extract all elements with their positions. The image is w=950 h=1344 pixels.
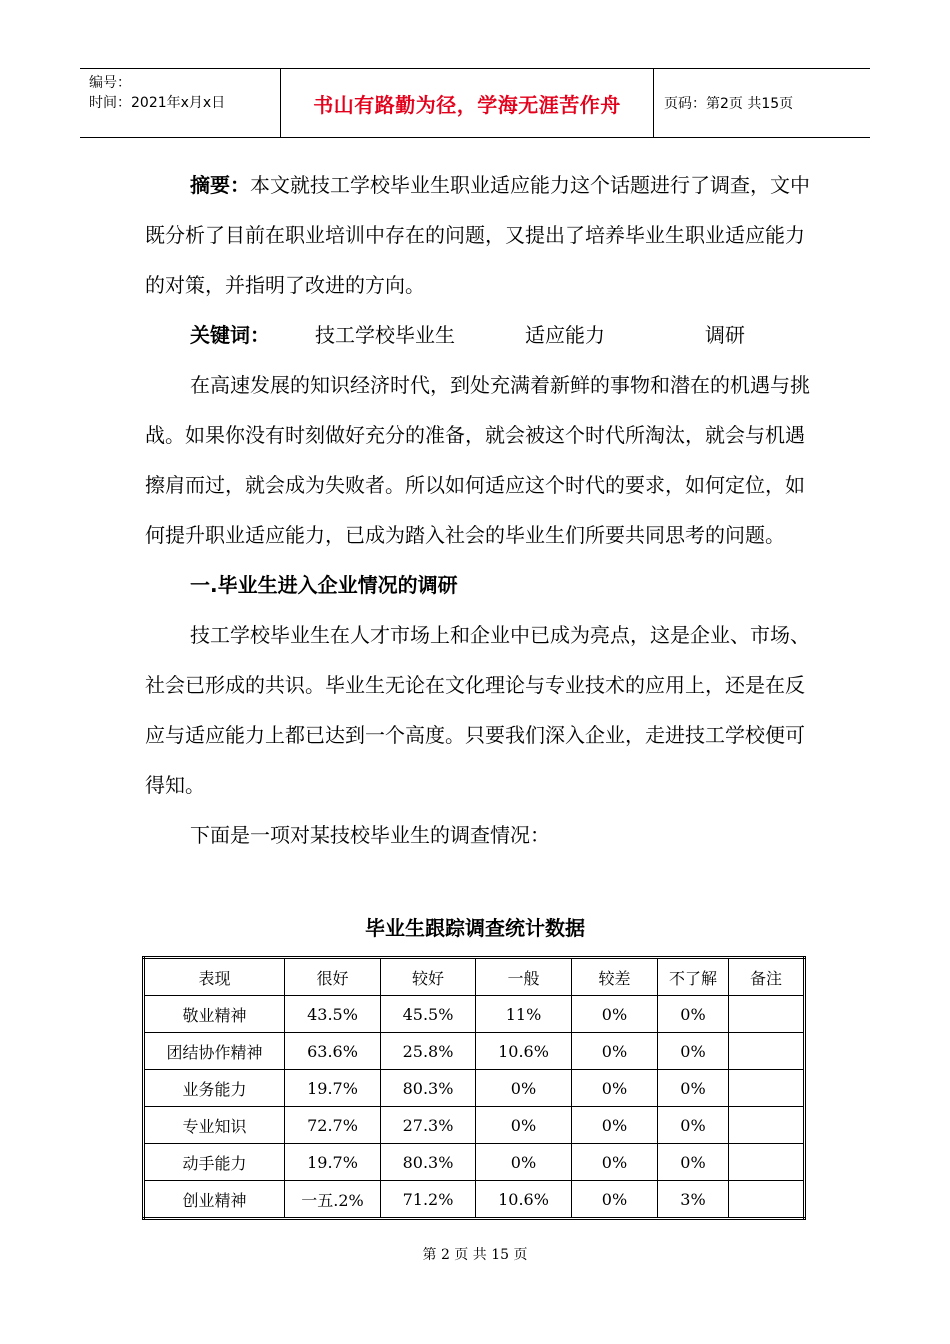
table-row	[144, 1107, 805, 1144]
table-cell: 19.7%	[285, 1144, 381, 1181]
row-label-cell: 动手能力	[144, 1144, 285, 1181]
table-cell: 11%	[476, 996, 572, 1033]
table-cell	[729, 1033, 805, 1070]
table-cell: 一五.2%	[285, 1181, 381, 1219]
table-cell: 45.5%	[381, 996, 476, 1033]
table-cell: 10.6%	[476, 1033, 572, 1070]
document-time: 时间：2021年x月x日	[89, 95, 226, 111]
table-header-row	[144, 958, 805, 996]
table-row	[144, 1144, 805, 1181]
table-cell: 25.8%	[381, 1033, 476, 1070]
keyword-item: 适应能力	[525, 323, 605, 347]
row-label-cell: 团结协作精神	[144, 1033, 285, 1070]
keyword-item: 调研	[705, 323, 745, 347]
table-cell: 0%	[476, 1070, 572, 1107]
page-footer: 第 2 页 共 15 页	[422, 1247, 528, 1263]
survey-intro: 下面是一项对某技校毕业生的调查情况：	[190, 823, 550, 847]
abstract-paragraph	[145, 160, 810, 310]
table-cell: 19.7%	[285, 1070, 381, 1107]
table-cell: 10.6%	[476, 1181, 572, 1219]
table-cell: 80.3%	[381, 1070, 476, 1107]
column-header: 较差	[572, 958, 658, 996]
keyword-item: 技工学校毕业生	[315, 323, 455, 347]
document-body	[145, 160, 810, 860]
table-cell: 71.2%	[381, 1181, 476, 1219]
table-cell: 80.3%	[381, 1144, 476, 1181]
table-cell: 43.5%	[285, 996, 381, 1033]
table-cell	[729, 996, 805, 1033]
table-cell: 27.3%	[381, 1107, 476, 1144]
table-cell: 0%	[572, 996, 658, 1033]
table-title: 毕业生跟踪调查统计数据	[365, 916, 585, 940]
table-cell: 72.7%	[285, 1107, 381, 1144]
abstract-label: 摘要：	[190, 173, 250, 197]
intro-paragraph: 在高速发展的知识经济时代，到处充满着新鲜的事物和潜在的机遇与挑战。如果你没有时刻做好充分的准备，就会被这个时代所淘汰，就会与机遇擦肩而过，就会成为失败者。所以如何适应这个时代的要求，如何定位，如何提升职业适应能力，已成为踏入社会的毕业生们所要共同思考的问题。	[145, 373, 810, 547]
table-cell: 0%	[572, 1181, 658, 1219]
section-paragraph: 技工学校毕业生在人才市场上和企业中已成为亮点，这是企业、市场、社会已形成的共识。毕业生无论在文化理论与专业技术的应用上，还是在反应与适应能力上都已达到一个高度。只要我们深入企业，走进技工学校便可得知。	[145, 623, 810, 797]
row-label-cell: 专业知识	[144, 1107, 285, 1144]
column-header: 较好	[381, 958, 476, 996]
row-label-cell: 业务能力	[144, 1070, 285, 1107]
header-page-info: 页码：第2页 共15页	[664, 96, 794, 112]
table-row	[144, 1033, 805, 1070]
table-cell: 0%	[572, 1033, 658, 1070]
row-label-cell: 敬业精神	[144, 996, 285, 1033]
table-cell	[729, 1181, 805, 1219]
table-cell: 0%	[572, 1070, 658, 1107]
table-cell: 3%	[658, 1181, 729, 1219]
column-header: 很好	[285, 958, 381, 996]
table-cell: 0%	[572, 1144, 658, 1181]
table-cell: 0%	[658, 1033, 729, 1070]
table-cell: 0%	[658, 1144, 729, 1181]
column-header: 不了解	[658, 958, 729, 996]
document-number-label: 编号：	[89, 75, 131, 91]
table-cell: 63.6%	[285, 1033, 381, 1070]
header-meta	[80, 69, 281, 137]
table-row	[144, 1070, 805, 1107]
table-cell	[729, 1107, 805, 1144]
column-header: 表现	[144, 958, 285, 996]
table-cell: 0%	[658, 996, 729, 1033]
table-cell: 0%	[658, 1070, 729, 1107]
section-heading: 一.毕业生进入企业情况的调研	[190, 573, 458, 597]
abstract-text: 本文就技工学校毕业生职业适应能力这个话题进行了调查，文中既分析了目前在职业培训中存在的问题，又提出了培养毕业生职业适应能力的对策，并指明了改进的方向。	[145, 173, 810, 297]
table-cell: 0%	[476, 1144, 572, 1181]
keywords-label: 关键词：	[190, 323, 270, 347]
table-cell: 0%	[476, 1107, 572, 1144]
page-header	[80, 68, 870, 138]
table-row	[144, 996, 805, 1033]
keywords-paragraph	[145, 310, 810, 360]
table-cell	[729, 1144, 805, 1181]
row-label-cell: 创业精神	[144, 1181, 285, 1219]
column-header: 一般	[476, 958, 572, 996]
table-cell: 0%	[572, 1107, 658, 1144]
column-header: 备注	[729, 958, 805, 996]
table-cell: 0%	[658, 1107, 729, 1144]
table-row	[144, 1181, 805, 1219]
header-motto: 书山有路勤为径，学海无涯苦作舟	[281, 69, 654, 137]
table-cell	[729, 1070, 805, 1107]
survey-table	[142, 956, 806, 1220]
